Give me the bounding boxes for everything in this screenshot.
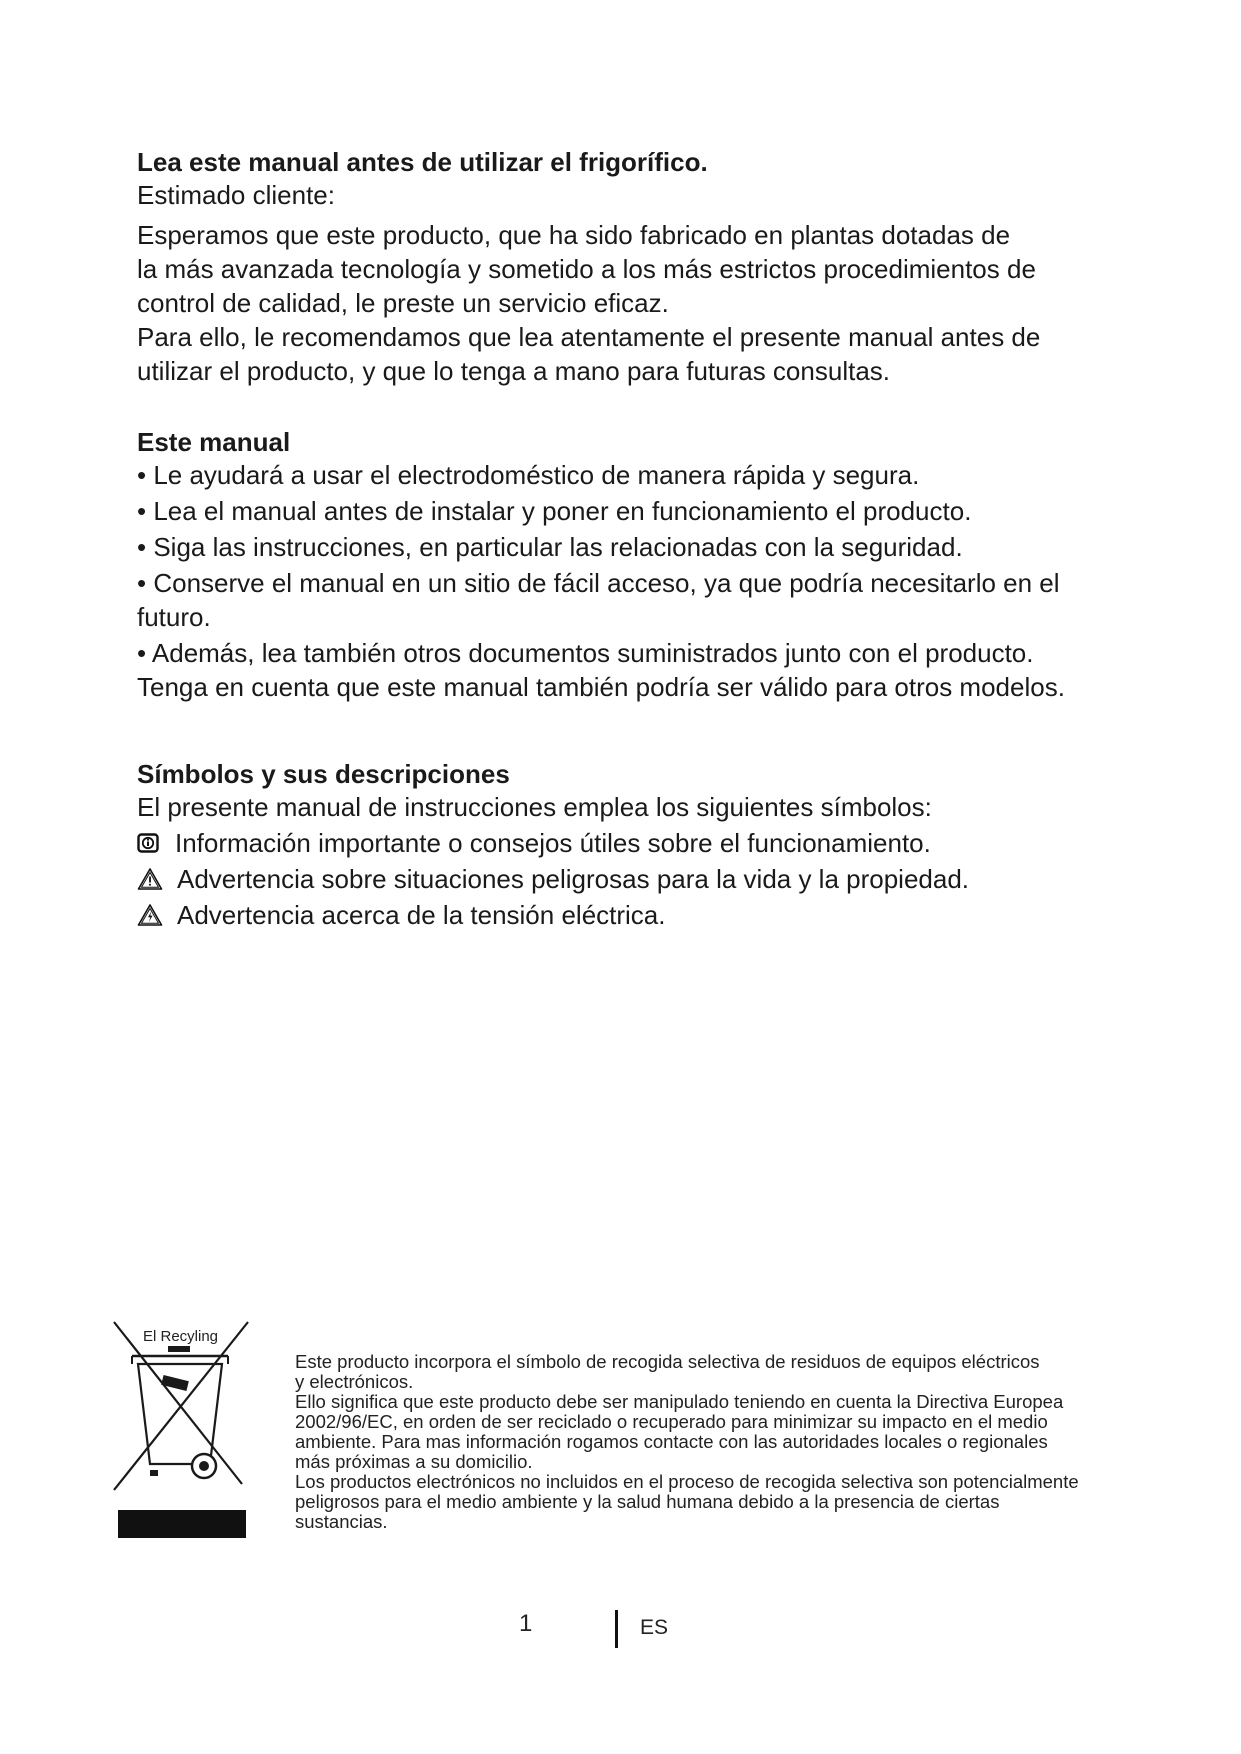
bullet-item: • Le ayudará a usar el electrodoméstico de manera rápida y segura. (137, 460, 920, 490)
bullet-item: • Lea el manual antes de instalar y poner en funcionamiento el producto. (137, 496, 972, 526)
intro-paragraph-2 (137, 320, 1127, 388)
intro-section (137, 146, 1127, 388)
symbol-row-info (137, 826, 1127, 860)
intro-title: Lea este manual antes de utilizar el frigorífico. (137, 147, 708, 177)
warning-triangle-icon (137, 866, 167, 892)
symbol-description: Advertencia sobre situaciones peligrosas para la vida y la propiedad. (177, 864, 970, 894)
manual-note: Tenga en cuenta que este manual también podría ser válido para otros modelos. (137, 672, 1065, 702)
symbols-section (137, 758, 1127, 932)
intro-line: control de calidad, le preste un servicio eficaz. (137, 288, 669, 318)
intro-line: Esperamos que este producto, que ha sido fabricado en plantas dotadas de (137, 220, 1011, 250)
intro-paragraph-1 (137, 218, 1127, 320)
weee-logo (110, 1318, 252, 1540)
symbol-row-electric (137, 898, 1127, 932)
weee-line: más próximas a su domicilio. (295, 1451, 533, 1472)
symbol-row-warning (137, 862, 1127, 896)
weee-line: Los productos electrónicos no incluidos en el proceso de recogida selectiva son potencialmente (295, 1471, 1079, 1492)
crossed-bin-icon (110, 1318, 252, 1540)
info-icon (137, 830, 161, 856)
intro-line: Para ello, le recomendamos que lea atentamente el presente manual antes de (137, 322, 1041, 352)
symbol-description: Información importante o consejos útiles sobre el funcionamiento. (175, 828, 931, 858)
bullet-item-continuation: futuro. (137, 602, 211, 632)
language-code: ES (640, 1616, 669, 1639)
symbols-intro: El presente manual de instrucciones emplea los siguientes símbolos: (137, 792, 932, 822)
bullet-item: • Además, lea también otros documentos suministrados junto con el producto. (137, 638, 1034, 668)
symbol-description: Advertencia acerca de la tensión eléctrica. (177, 900, 666, 930)
manual-heading: Este manual (137, 427, 291, 457)
electric-warning-icon (137, 902, 167, 928)
page-number: 1 (519, 1610, 533, 1637)
greeting: Estimado cliente: (137, 180, 335, 210)
weee-line: 2002/96/EC, en orden de ser reciclado o recuperado para minimizar su impacto en el medio (295, 1411, 1048, 1432)
weee-line: sustancias. (295, 1511, 388, 1532)
weee-line: Ello significa que este producto debe ser manipulado teniendo en cuenta la Directiva Europea (295, 1391, 1064, 1412)
symbols-heading: Símbolos y sus descripciones (137, 759, 510, 789)
bullet-item: • Conserve el manual en un sitio de fácil acceso, ya que podría necesitarlo en el (137, 568, 1060, 598)
weee-line: y electrónicos. (295, 1371, 414, 1392)
weee-line: peligrosos para el medio ambiente y la salud humana debido a la presencia de ciertas (295, 1491, 1000, 1512)
intro-line: utilizar el producto, y que lo tenga a mano para futuras consultas. (137, 356, 890, 386)
weee-logo-label: El Recyling (143, 1328, 219, 1345)
weee-line: Este producto incorpora el símbolo de recogida selectiva de residuos de equipos eléctricos (295, 1351, 1040, 1372)
weee-line: ambiente. Para mas información rogamos contacte con las autoridades locales o regionales (295, 1431, 1048, 1452)
manual-section (137, 426, 1127, 704)
footer-divider (615, 1610, 618, 1648)
intro-line: la más avanzada tecnología y sometido a los más estrictos procedimientos de (137, 254, 1036, 284)
bullet-item: • Siga las instrucciones, en particular las relacionadas con la seguridad. (137, 532, 963, 562)
weee-notice (295, 1352, 1155, 1532)
